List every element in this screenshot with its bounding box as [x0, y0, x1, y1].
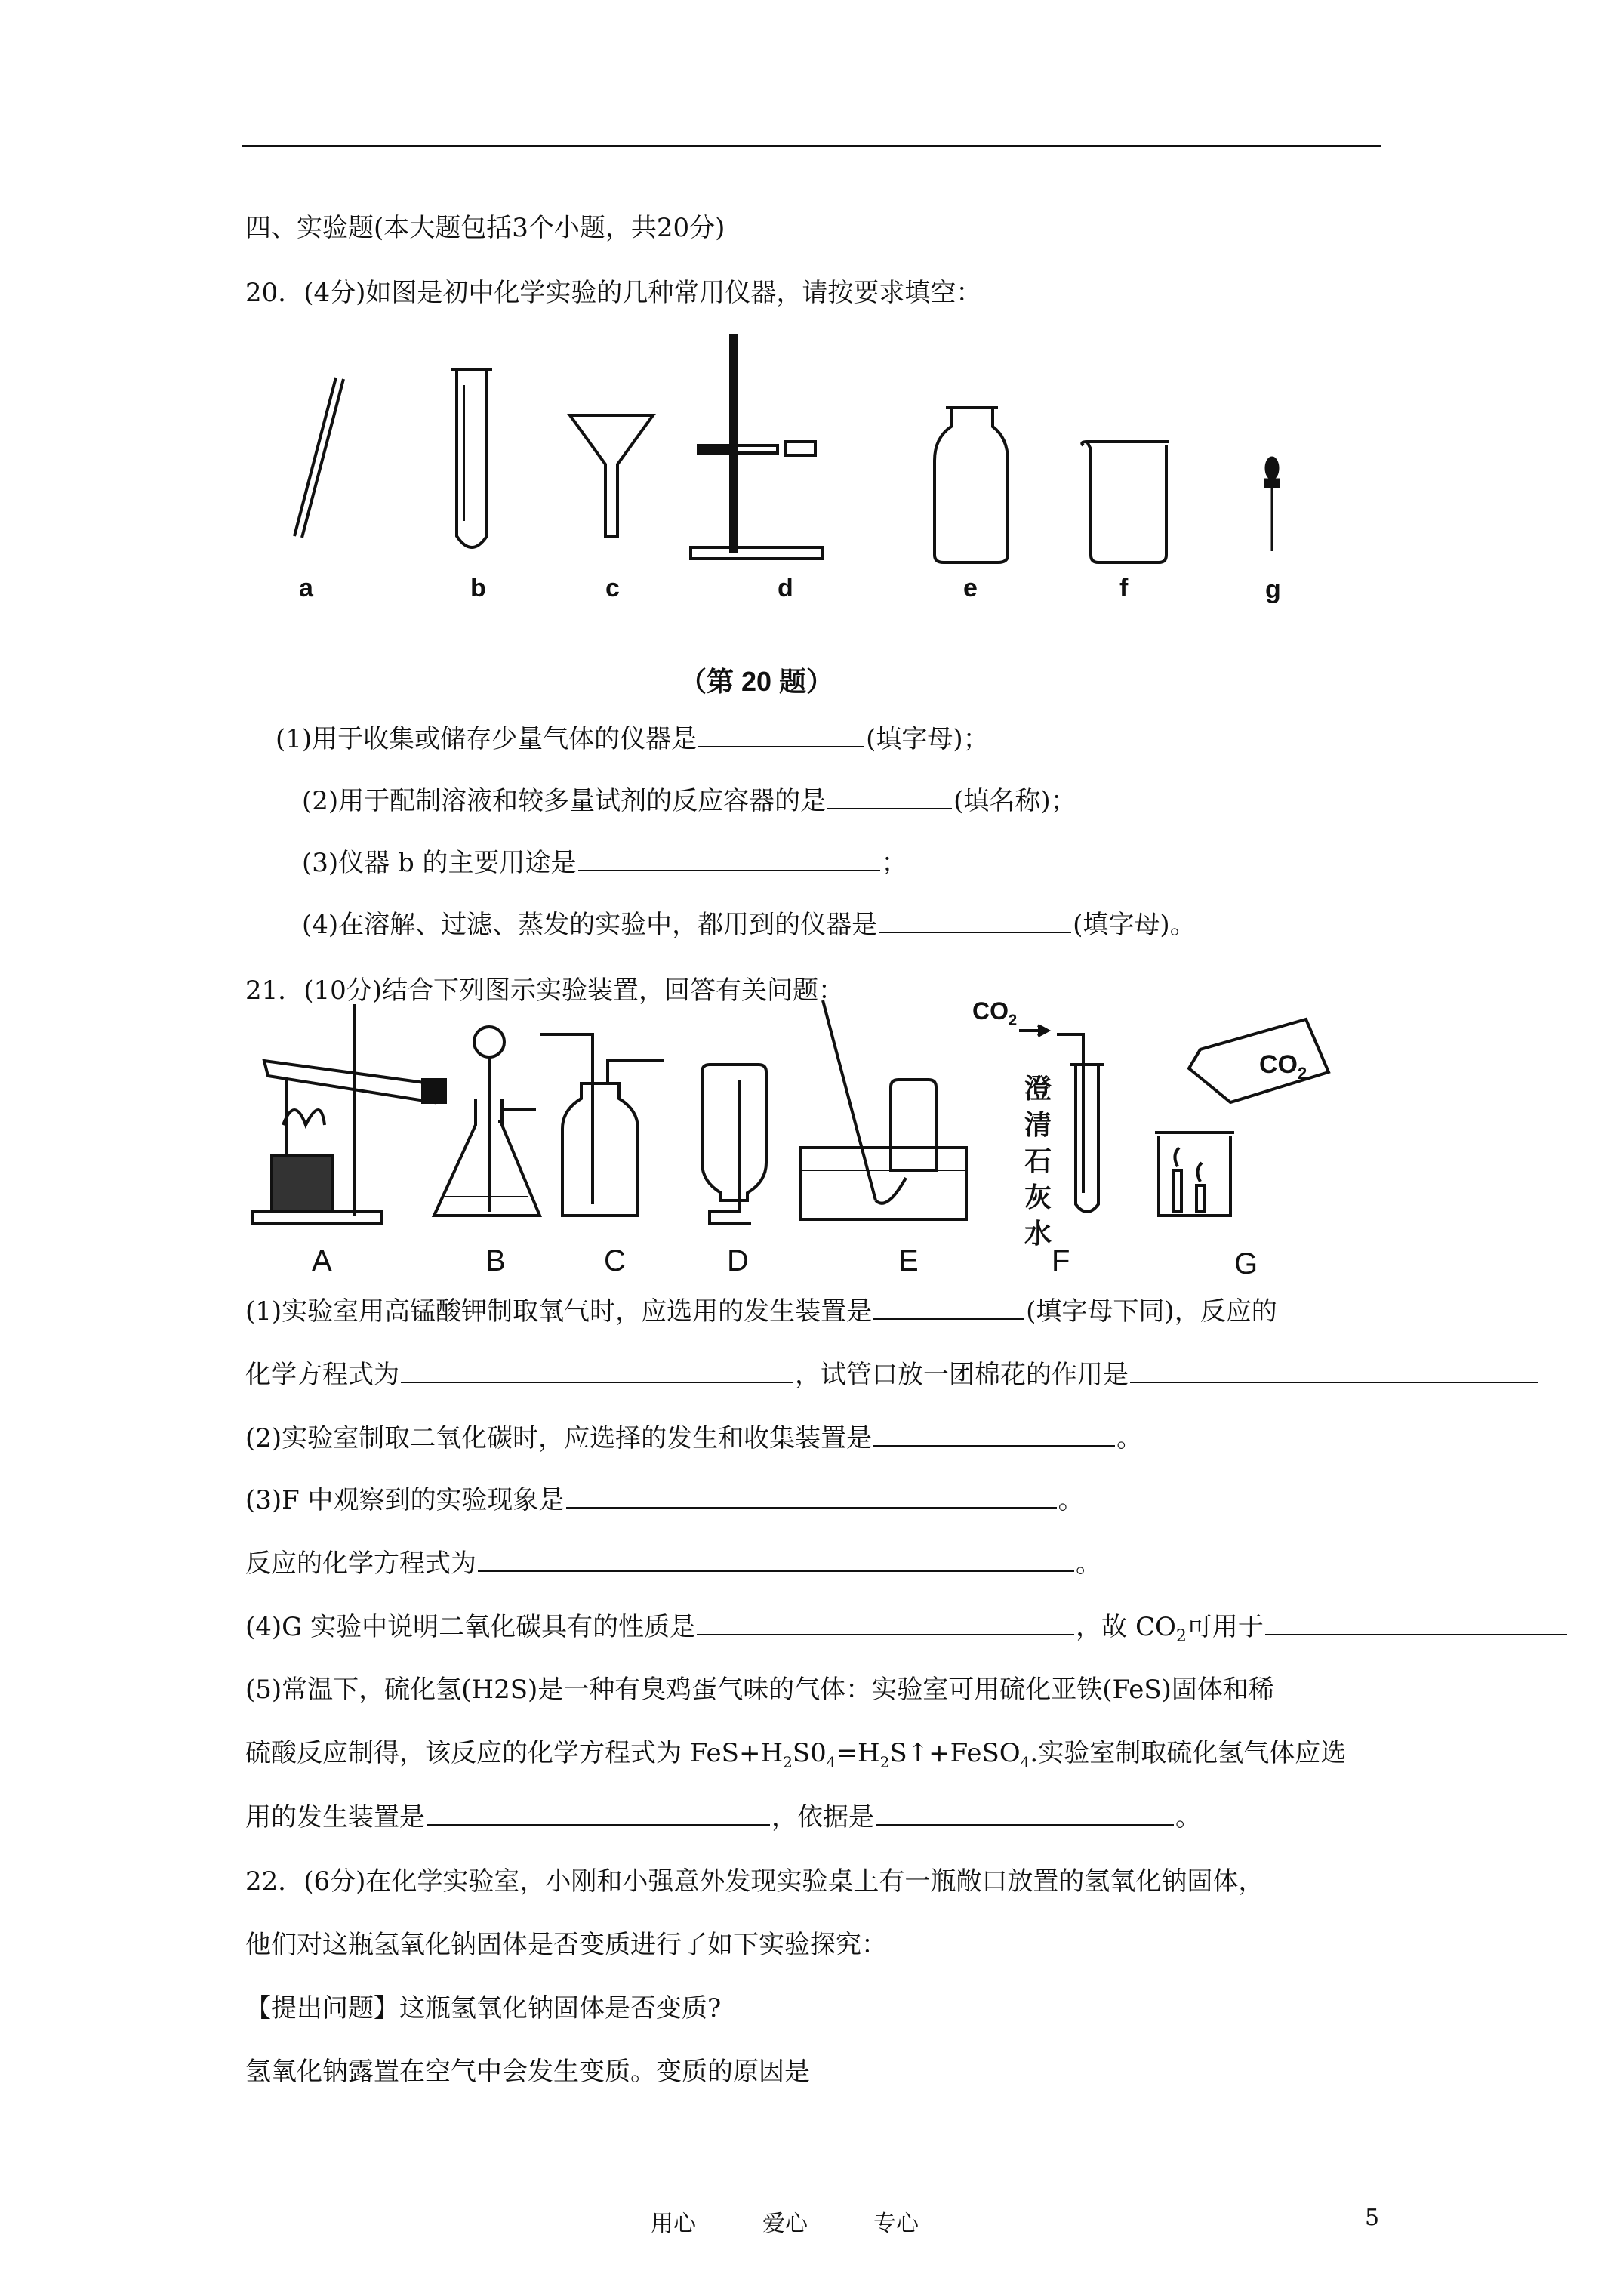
q20-part2: (2)用于配制溶液和较多量试剂的反应容器的是 (填名称)； [302, 786, 1076, 816]
label-f: f [1119, 574, 1129, 603]
label-E: E [898, 1244, 919, 1277]
label-F: F [1052, 1244, 1070, 1277]
q20-apparatus-figure [272, 332, 1329, 574]
q21-line3: (2)实验室制取二氧化碳时，应选择的发生和收集装置是 。 [245, 1423, 1143, 1453]
dropper-icon [1265, 458, 1279, 551]
label-e: e [963, 574, 978, 603]
label-g: g [1265, 575, 1281, 604]
answer-blank[interactable] [827, 785, 952, 809]
water-trough-icon [800, 1000, 966, 1219]
q20-caption: （第 20 题） [679, 666, 834, 697]
answer-blank[interactable] [697, 1611, 1074, 1635]
page-number: 5 [1365, 2205, 1380, 2231]
label-d: d [778, 574, 793, 603]
answer-blank[interactable] [1130, 1359, 1538, 1383]
answer-blank[interactable] [698, 723, 864, 747]
test-tube-icon [451, 370, 492, 547]
co2-label-f: $CO_2$ [972, 997, 1018, 1029]
flask-funnel-icon [434, 1027, 540, 1216]
q20-part1: (1)用于收集或储存少量气体的仪器是 (填字母)； [276, 724, 989, 754]
answer-blank[interactable] [566, 1484, 1057, 1509]
label-c: c [605, 574, 620, 603]
header-rule [242, 145, 1381, 147]
co2-label-g: $CO_2$ [1259, 1050, 1307, 1083]
q22-line1: 22．(6分)在化学实验室，小刚和小强意外发现实验桌上有一瓶敞口放置的氢氧化钠固体， [245, 1866, 1264, 1897]
footer-text-2: 爱心 [762, 2211, 808, 2237]
q21-line2: 化学方程式为 ，试管口放一团棉花的作用是 [245, 1359, 1539, 1391]
q21-line6: (4)G 实验中说明二氧化碳具有的性质是 ，故 $CO_2$可用于 [245, 1611, 1569, 1647]
collection-bottle-c-icon [540, 1034, 664, 1216]
label-G: G [1234, 1247, 1258, 1281]
q21-line1: (1)实验室用高锰酸钾制取氧气时，应选用的发生装置是 (填字母下同)，反应的 [245, 1296, 1277, 1327]
label-C: C [604, 1244, 626, 1277]
q21-line8: 硫酸反应制得，该反应的化学方程式为 $FeS+H_2S0_4=H_2S↑+FeSO_4$.实验室制取硫化氢气体应选 [245, 1738, 1347, 1771]
label-B: B [485, 1244, 506, 1277]
answer-blank[interactable] [578, 847, 880, 871]
answer-blank[interactable] [879, 909, 1071, 933]
answer-blank[interactable] [401, 1359, 793, 1383]
q20-part4: (4)在溶解、过滤、蒸发的实验中，都用到的仪器是 (填字母)。 [302, 910, 1196, 940]
iron-stand-icon [691, 336, 823, 559]
candle-beaker-icon [1155, 1019, 1329, 1216]
heating-apparatus-icon [253, 1004, 445, 1223]
label-a: a [299, 574, 313, 603]
q20-stem: 20．(4分)如图是初中化学实验的几种常用仪器，请按要求填空： [245, 278, 982, 308]
section-title: 四、实验题(本大题包括3个小题，共20分) [245, 213, 725, 243]
label-A: A [312, 1244, 332, 1277]
gas-bottle-icon [935, 408, 1008, 562]
answer-blank[interactable] [876, 1801, 1174, 1826]
q22-line3: 【提出问题】这瓶氢氧化钠固体是否变质? [245, 1993, 722, 2023]
q21-line7: (5)常温下，硫化氢(H2S)是一种有臭鸡蛋气味的气体：实验室可用硫化亚铁(FeS)固体和稀 [245, 1675, 1274, 1705]
footer-text-1: 用心 [651, 2211, 696, 2237]
q21-line4: (3)F 中观察到的实验现象是 。 [245, 1485, 1084, 1515]
funnel-icon [570, 415, 653, 536]
beaker-icon [1082, 442, 1169, 562]
label-b: b [470, 574, 486, 603]
q22-line4: 氢氧化钠露置在空气中会发生变质。变质的原因是 [245, 2057, 810, 2087]
glass-rod-icon [294, 378, 343, 538]
footer-text-3: 专心 [873, 2211, 919, 2237]
q21-line9: 用的发生装置是 ，依据是 。 [245, 1802, 1201, 1832]
answer-blank[interactable] [1265, 1611, 1567, 1635]
q21-apparatus-figure [249, 997, 1381, 1238]
limewater-label: 澄 清 石 灰 水 [1024, 1073, 1052, 1250]
answer-blank[interactable] [427, 1801, 770, 1826]
q21-stem: 21．(10分)结合下列图示实验装置，回答有关问题： [245, 975, 845, 1006]
answer-blank[interactable] [873, 1422, 1115, 1447]
label-D: D [727, 1244, 749, 1277]
collection-bottle-d-icon [702, 1065, 766, 1223]
q22-line2: 他们对这瓶氢氧化钠固体是否变质进行了如下实验探究： [245, 1930, 887, 1960]
q21-line5: 反应的化学方程式为 。 [245, 1549, 1101, 1579]
q20-part3: (3)仪器 b 的主要用途是 ； [302, 848, 907, 878]
answer-blank[interactable] [873, 1296, 1024, 1320]
answer-blank[interactable] [478, 1548, 1074, 1572]
